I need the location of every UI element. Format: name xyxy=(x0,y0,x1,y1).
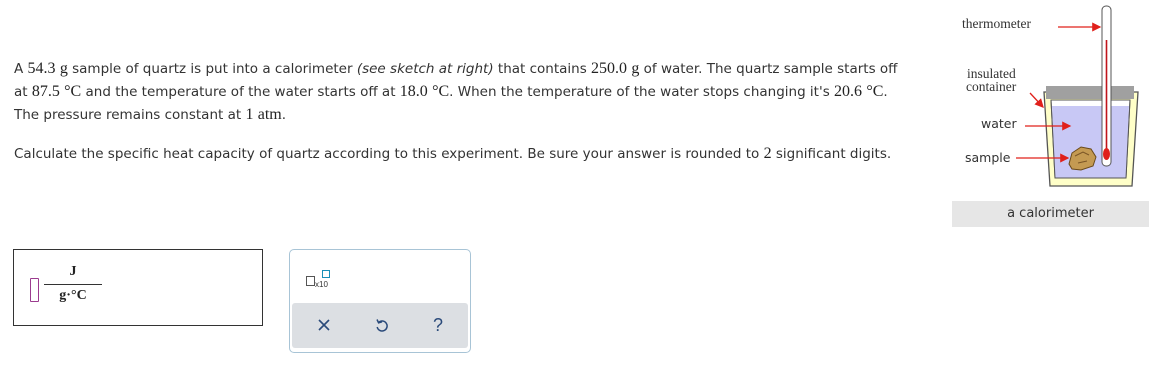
question-line-2 xyxy=(14,83,888,101)
see-sketch-note: (see sketch at right) xyxy=(356,61,494,77)
answer-box xyxy=(13,249,263,326)
scientific-notation-button[interactable] xyxy=(306,270,346,296)
text: . xyxy=(281,107,287,123)
water-mass: 250.0 xyxy=(591,60,628,77)
text: and the temperature of the water starts off at xyxy=(81,84,400,100)
final-temp: 20.6 xyxy=(834,83,863,100)
unit-grams: g xyxy=(59,60,68,77)
unit-numerator: J xyxy=(69,264,77,279)
x10-label: x10 xyxy=(315,280,328,289)
pressure-value: 1 xyxy=(245,106,254,123)
text: of water. The quartz sample starts off xyxy=(639,61,898,77)
water-start-temp: 18.0 xyxy=(399,83,428,100)
lid xyxy=(1046,86,1134,99)
question-line-1 xyxy=(14,60,897,78)
unit-atm: atm xyxy=(257,106,282,123)
answer-input[interactable] xyxy=(30,278,39,302)
diagram-caption: a calorimeter xyxy=(952,201,1149,227)
text: significant digits. xyxy=(771,146,892,162)
text: . xyxy=(883,84,888,100)
water-label: water xyxy=(981,116,1017,131)
thermometer-label: thermometer xyxy=(962,16,1031,31)
text: . When the temperature of the water stops changing it's xyxy=(449,84,835,100)
unit-celsius: °C xyxy=(64,83,82,100)
unit-grams: g xyxy=(631,60,640,77)
sample-start-temp: 87.5 xyxy=(31,83,60,100)
exponent-box-icon xyxy=(322,270,330,278)
unit-celsius: °C xyxy=(866,83,884,100)
container-label: container xyxy=(966,79,1017,94)
math-tools-panel xyxy=(289,249,471,353)
fraction-bar xyxy=(44,284,102,285)
undo-button[interactable] xyxy=(370,313,394,337)
question-line-4 xyxy=(14,145,891,163)
text: sample of quartz is put into a calorimeter xyxy=(67,61,357,77)
sample-label: sample xyxy=(965,150,1011,165)
insulated-label: insulated xyxy=(967,66,1016,81)
text: Calculate the specific heat capacity of quartz according to this experiment. Be sure your answer is rounded to xyxy=(14,146,764,162)
significant-digits: 2 xyxy=(763,145,772,162)
undo-icon xyxy=(374,317,390,333)
sample-mass: 54.3 xyxy=(27,60,56,77)
text: that contains xyxy=(493,61,592,77)
answer-unit xyxy=(44,262,102,305)
tool-bar xyxy=(292,303,468,348)
x-icon xyxy=(317,318,331,332)
text: The pressure remains constant at xyxy=(14,107,246,123)
unit-celsius: °C xyxy=(432,83,450,100)
help-button[interactable]: ? xyxy=(432,314,443,335)
question-line-3 xyxy=(14,106,286,124)
base-box-icon xyxy=(306,276,315,286)
text: at xyxy=(14,84,32,100)
text: A xyxy=(14,61,28,77)
unit-denominator: g·°C xyxy=(59,288,87,303)
clear-button[interactable] xyxy=(312,313,336,337)
